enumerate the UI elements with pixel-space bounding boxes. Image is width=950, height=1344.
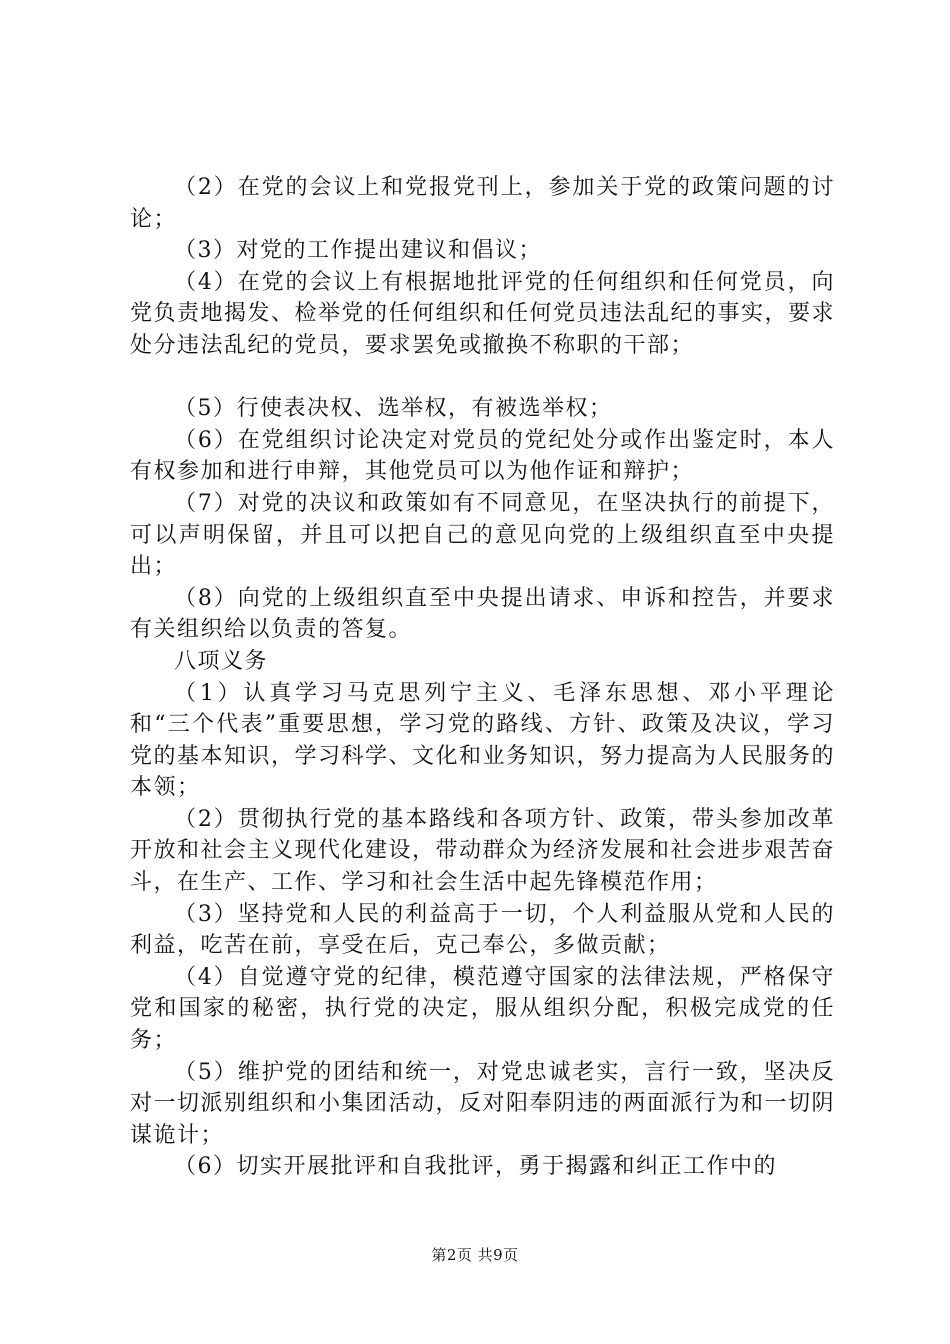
- section-heading-duties: 八项义务: [174, 648, 269, 674]
- page-footer: [0, 1244, 950, 1265]
- blank-line: [130, 362, 835, 394]
- paragraph-duty-4: （4）自觉遵守党的纪律，模范遵守国家的法律法规，严格保守党和国家的秘密，执行党的决定，服从组织分配，积极完成党的任务；: [130, 964, 835, 1054]
- paragraph-duty-1: （1）认真学习马克思列宁主义、毛泽东思想、邓小平理论和“三个代表”重要思想，学习党的路线、方针、政策及决议，学习党的基本知识，学习科学、文化和业务知识，努力提高为人民服务的本领；: [130, 680, 836, 801]
- paragraph-right-4: （4）在党的会议上有根据地批评党的任何组织和任何党员，向党负责地揭发、检举党的任何组织和任何党员违法乱纪的事实，要求处分违法乱纪的党员，要求罢免或撤换不称职的干部；: [130, 269, 836, 358]
- paragraph-duty-3: （3）坚持党和人民的利益高于一切，个人利益服从党和人民的利益，吃苦在前，享受在后，克己奉公，多做贡献；: [130, 901, 835, 959]
- paragraph-right-8: （8）向党的上级组织直至中央提出请求、申诉和控告，并要求有关组织给以负责的答复。: [130, 585, 835, 643]
- document-body: [130, 172, 835, 1183]
- page-number-label: 第2页 共9页: [431, 1246, 519, 1264]
- paragraph-duty-5: （5）维护党的团结和统一，对党忠诚老实，言行一致，坚决反对一切派别组织和小集团活动，反对阳奉阴违的两面派行为和一切阴谋诡计；: [130, 1059, 836, 1148]
- paragraph-right-2: （2）在党的会议上和党报党刊上，参加关于党的政策问题的讨论；: [130, 175, 835, 232]
- paragraph-duty-2: （2）贯彻执行党的基本路线和各项方针、政策，带头参加改革开放和社会主义现代化建设，带动群众为经济发展和社会进步艰苦奋斗，在生产、工作、学习和社会生活中起先锋模范作用；: [130, 806, 836, 896]
- paragraph-right-7: （7）对党的决议和政策如有不同意见，在坚决执行的前提下，可以声明保留，并且可以把自己的意见向党的上级组织直至中央提出；: [130, 490, 835, 580]
- paragraph-right-6: （6）在党组织讨论决定对党员的党纪处分或作出鉴定时，本人有权参加和进行申辩，其他党员可以为他作证和辩护；: [130, 427, 835, 485]
- paragraph-right-5: （5）行使表决权、选举权，有被选举权；: [174, 396, 613, 422]
- paragraph-right-3: （3）对党的工作提出建议和倡议；: [174, 238, 542, 264]
- paragraph-duty-6: （6）切实开展批评和自我批评，勇于揭露和纠正工作中的: [174, 1154, 777, 1180]
